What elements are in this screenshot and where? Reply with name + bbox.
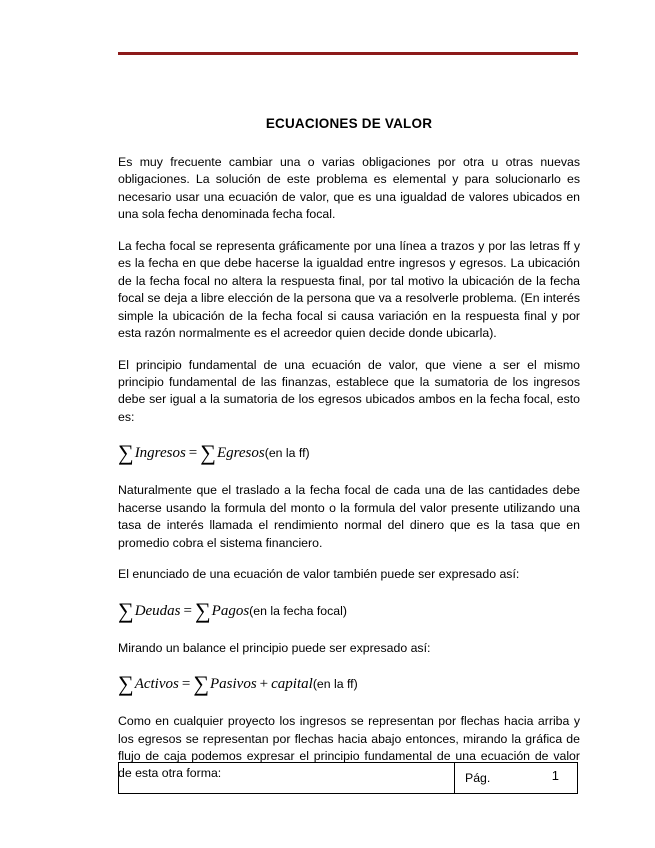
formula-right-term: Egresos [216,445,265,462]
summation-icon: ∑ [118,440,134,466]
formula-ingresos-egresos [118,440,580,466]
paragraph-1: Es muy frecuente cambiar una o varias obligaciones por otra u otras nuevas obligaciones. La solución de este problema es elemental y para solucionarlo es necesario usar una ecuación de valor, que es una igualdad de valores ubicados en una sola fecha denominada fecha focal. [118,155,580,222]
formula-extra-operator: + [259,676,269,693]
formula-operator: = [181,676,191,693]
summation-icon: ∑ [200,440,216,466]
formula-tail: (en la fecha focal) [249,603,347,618]
formula-left-term: Activos [134,676,179,693]
summation-icon: ∑ [194,597,211,623]
formula-left-term: Deudas [134,602,181,619]
page-title: ECUACIONES DE VALOR [265,116,433,131]
paragraph-4: Naturalmente que el traslado a la fecha focal de cada una de las cantidades debe hacerse usando la formula del monto o la formula del valor presente utilizando una tasa de interés llamada el rendimiento normal del dinero que es la tasa que en promedio cobra el sistema financiero. [118,483,580,550]
formula-tail: (en la ff) [264,446,310,461]
formula-deudas-pagos [118,598,580,624]
formula-extra-term: capital [271,676,313,693]
summation-icon: ∑ [118,597,134,623]
formula-tail: (en la ff) [312,677,358,692]
formula-operator: = [188,445,198,462]
formula-right-term: Pagos [211,602,250,619]
footer-page-label: Pág. [465,771,491,785]
footer-cell-left [119,763,455,793]
footer-page-number: 1 [551,768,559,783]
paragraph-5: El enunciado de una ecuación de valor también puede ser expresado así: [118,567,520,582]
footer-cell-right [455,763,577,793]
summation-icon: ∑ [118,671,134,697]
paragraph-2: La fecha focal se representa gráficamente por una línea a trazos y por las letras ff y es la fecha en que debe hacerse la igualdad entre ingresos y egresos. La ubicación de la fecha focal no altera la respuesta final, por tal motivo la ubicación de la fecha focal se deja a libre elección de la persona que va a resolverle problema. (En interés simple la ubicación de la fecha focal si causa variación en la respuesta final y por esta razón normalmente es el acreedor quien decide donde ubicarla). [118,238,580,341]
formula-operator: = [183,602,192,619]
formula-right-term: Pasivos [210,676,257,693]
paragraph-3: El principio fundamental de una ecuación de valor, que viene a ser el mismo principio fundamental de las finanzas, establece que la sumatoria de los ingresos debe ser igual a la sumatoria de los egresos ubicados ambos en la fecha focal, esto es: [118,357,580,424]
document-body [118,154,580,797]
header-rule [118,52,578,55]
footer-table [118,762,578,794]
summation-icon: ∑ [193,671,209,697]
paragraph-7: Como en cualquier proyecto los ingresos se representan por flechas hacia arriba y los egresos se representan por flechas hacia abajo entonces, mirando la gráfica de flujo de caja podemos expresar el principio fundamental de una ecuación de valor de esta otra forma: [118,714,580,781]
formula-left-term: Ingresos [134,445,186,462]
paragraph-6: Mirando un balance el principio puede ser expresado así: [118,640,431,655]
formula-activos-pasivos-capital [118,671,580,697]
